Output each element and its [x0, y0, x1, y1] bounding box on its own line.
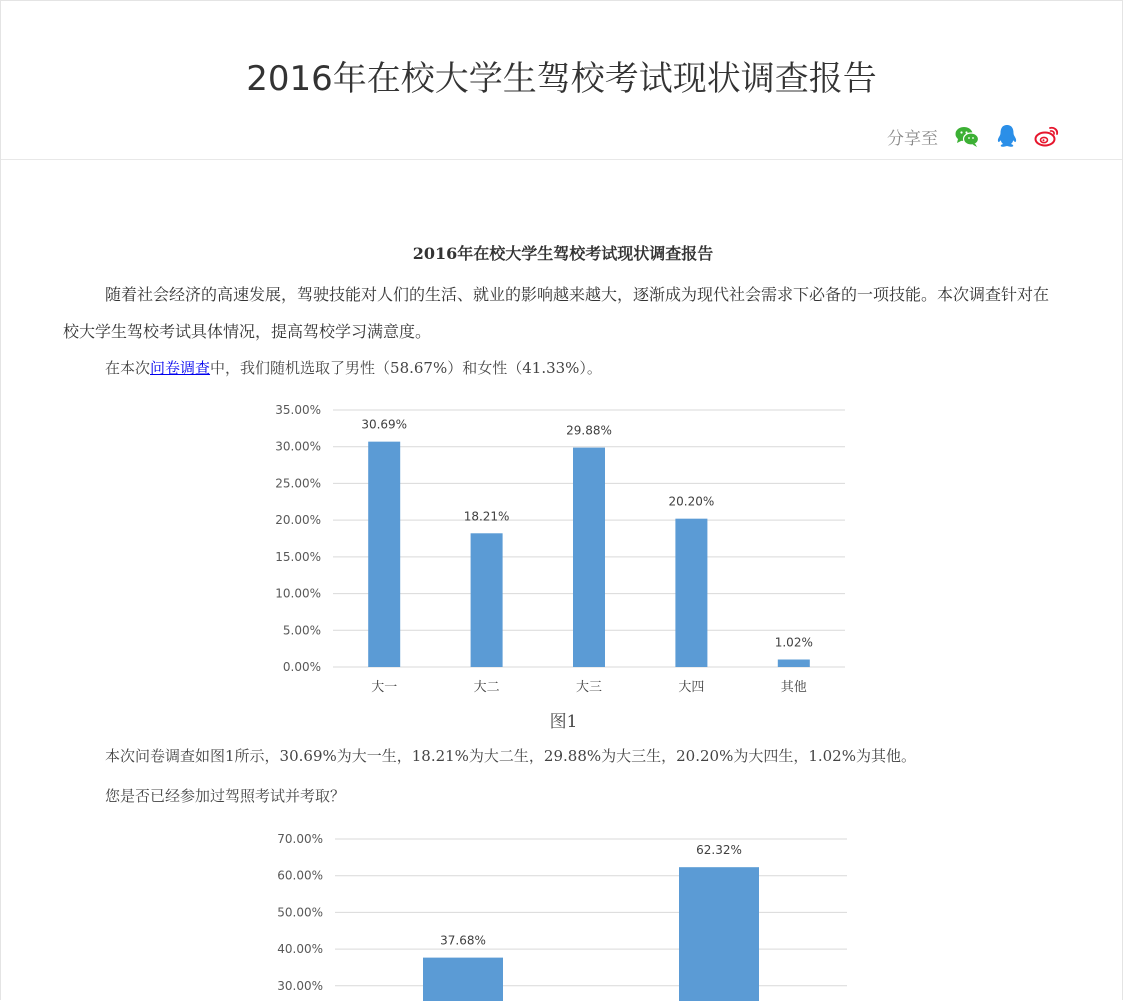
- y-tick-label: 5.00%: [282, 623, 321, 638]
- qq-icon[interactable]: [994, 123, 1020, 149]
- wechat-icon[interactable]: [954, 123, 980, 149]
- summary-paragraph: 本次问卷调查如图1所示，30.69%为大一生，18.21%为大二生，29.88%为大三生，20.20%为大四生，1.02%为其他。: [105, 747, 916, 765]
- sample-prefix: 在本次: [105, 359, 151, 377]
- y-tick-label: 60.00%: [277, 868, 323, 883]
- data-label: 29.88%: [566, 423, 612, 438]
- data-label: 37.68%: [440, 933, 486, 948]
- x-tick-label: 大三: [575, 680, 603, 695]
- sample-paragraph: [63, 350, 1063, 387]
- license-status-chart: [267, 827, 857, 1001]
- weibo-icon[interactable]: [1034, 123, 1060, 149]
- bar: [778, 660, 810, 667]
- data-label: 20.20%: [668, 494, 715, 509]
- x-tick-label: 大四: [678, 680, 705, 695]
- bar: [675, 519, 707, 667]
- y-tick-label: 15.00%: [275, 549, 321, 564]
- page-title: 2016年在校大学生驾校考试现状调查报告: [246, 59, 877, 99]
- share-bar: [887, 123, 1060, 149]
- survey-link[interactable]: 问卷调查: [150, 359, 211, 377]
- article-title: 2016年在校大学生驾校考试现状调查报告: [412, 244, 714, 263]
- y-tick-label: 70.00%: [277, 832, 323, 846]
- bar: [368, 442, 400, 667]
- y-tick-label: 25.00%: [275, 476, 321, 491]
- x-tick-label: 大一: [371, 680, 398, 695]
- y-tick-label: 0.00%: [282, 660, 321, 674]
- share-label: 分享至: [887, 128, 938, 149]
- y-tick-label: 35.00%: [275, 403, 321, 417]
- y-tick-label: 20.00%: [275, 513, 321, 528]
- data-label: 1.02%: [774, 635, 813, 650]
- data-label: 18.21%: [463, 509, 510, 524]
- article-body: [63, 241, 1063, 387]
- page-header: [1, 1, 1122, 160]
- data-label: 30.69%: [361, 417, 408, 432]
- y-tick-label: 50.00%: [277, 905, 323, 920]
- sample-suffix: 中，我们随机选取了男性（58.67%）和女性（41.33%）。: [210, 359, 602, 377]
- grade-distribution-chart: [267, 396, 857, 701]
- question-paragraph: 您是否已经参加过驾照考试并考取？: [105, 787, 346, 805]
- figure-caption: 图1: [549, 712, 578, 732]
- y-tick-label: 40.00%: [277, 942, 323, 957]
- y-tick-label: 30.00%: [277, 978, 323, 993]
- x-tick-label: 其他: [780, 680, 807, 695]
- x-tick-label: 大二: [473, 680, 500, 695]
- data-label: 62.32%: [696, 843, 742, 858]
- intro-paragraph: 随着社会经济的高速发展，驾驶技能对人们的生活、就业的影响越来越大，逐渐成为现代社会需求下必备的一项技能。本次调查针对在校大学生驾校考试具体情况，提高驾校学习满意度。: [63, 285, 1050, 341]
- y-tick-label: 10.00%: [275, 586, 321, 601]
- bar: [423, 958, 503, 1001]
- bar: [573, 448, 605, 667]
- bar: [471, 533, 503, 667]
- bar: [679, 867, 759, 1001]
- y-tick-label: 30.00%: [275, 439, 321, 454]
